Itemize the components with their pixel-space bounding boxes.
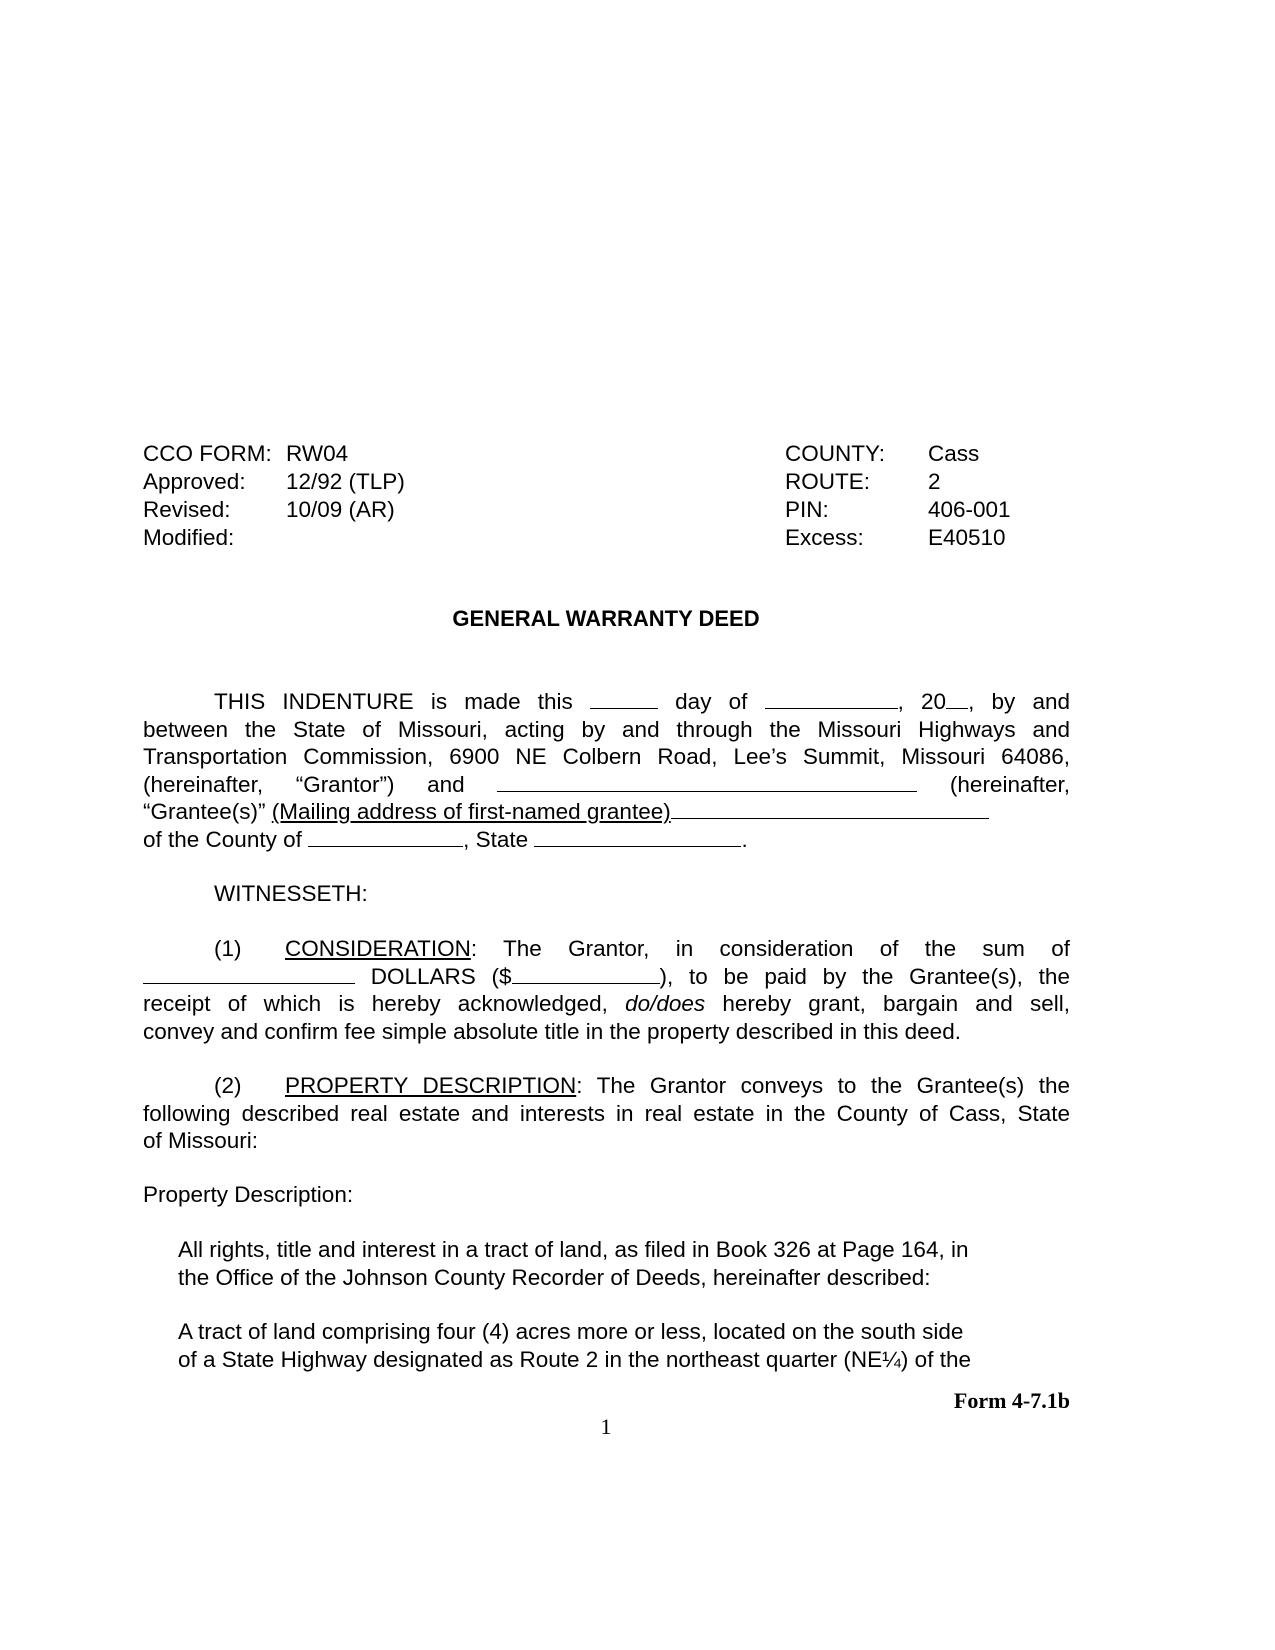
form-label: CCO FORM: bbox=[143, 441, 272, 466]
indenture-line-5 bbox=[143, 798, 1070, 826]
indenture-paragraph bbox=[143, 688, 1070, 853]
section-number: (2) bbox=[214, 1073, 242, 1098]
pin-value: 406-001 bbox=[928, 497, 1011, 522]
indenture-text: , 20 bbox=[897, 689, 947, 714]
county-value: Cass bbox=[928, 441, 980, 466]
indenture-text: THIS INDENTURE is made this bbox=[214, 689, 573, 714]
description-paragraph-1 bbox=[178, 1236, 1048, 1291]
description-line: of a State Highway designated as Route 2 in the northeast quarter (NE¼) of the bbox=[178, 1346, 971, 1372]
property-line-1 bbox=[143, 1072, 1070, 1100]
modified-row bbox=[143, 524, 405, 552]
hereinafter-text: (hereinafter, bbox=[949, 771, 1070, 797]
property-section bbox=[143, 1072, 1070, 1155]
consideration-text: hereby grant, bargain and sell, bbox=[722, 991, 1070, 1016]
consideration-line-4: convey and confirm fee simple absolute title in the property described in this deed. bbox=[143, 1018, 961, 1044]
form-value: RW04 bbox=[286, 441, 349, 466]
county-of-text: of the County of bbox=[143, 826, 302, 852]
consideration-line-2 bbox=[143, 963, 1070, 991]
grantor-text: (hereinafter, “Grantor”) and bbox=[143, 771, 465, 797]
excess-value: E40510 bbox=[928, 525, 1006, 550]
witnesseth-text: WITNESSETH: bbox=[214, 881, 368, 906]
section-heading: PROPERTY DESCRIPTION bbox=[285, 1073, 577, 1098]
grantee-name-blank[interactable] bbox=[497, 772, 917, 792]
indenture-line-4 bbox=[143, 771, 1070, 799]
state-blank[interactable] bbox=[534, 827, 741, 847]
pin-label: PIN: bbox=[785, 497, 829, 522]
description-line: All rights, title and interest in a tract of land, as filed in Book 326 at Page 164, in bbox=[178, 1237, 969, 1262]
month-blank[interactable] bbox=[765, 689, 898, 709]
day-blank[interactable] bbox=[590, 689, 658, 709]
consideration-text: : The Grantor, in consideration of the sum of bbox=[470, 936, 1070, 961]
description-line: A tract of land comprising four (4) acres more or less, located on the south side bbox=[178, 1319, 964, 1344]
county-label: COUNTY: bbox=[785, 441, 886, 466]
amount-number-blank[interactable] bbox=[512, 964, 660, 984]
state-text: , State bbox=[463, 826, 529, 852]
revised-label: Revised: bbox=[143, 497, 231, 522]
indenture-line-2: between the State of Missouri, acting by and through the Missouri Highways and bbox=[143, 716, 1070, 742]
approved-row bbox=[143, 468, 405, 496]
consideration-text: ), to be paid by the Grantee(s), the bbox=[659, 963, 1070, 989]
page-number: 1 bbox=[600, 1414, 612, 1439]
route-row bbox=[785, 468, 1011, 496]
indenture-line-6 bbox=[143, 826, 1070, 854]
excess-label: Excess: bbox=[785, 525, 864, 550]
witnesseth-heading bbox=[143, 880, 1070, 908]
property-description-label bbox=[143, 1181, 1070, 1209]
consideration-section bbox=[143, 935, 1070, 1045]
property-description-text: Property Description: bbox=[143, 1182, 354, 1207]
pin-row bbox=[785, 496, 1011, 524]
indenture-text: day of bbox=[675, 689, 748, 714]
approved-value: 12/92 (TLP) bbox=[286, 469, 405, 494]
route-label: ROUTE: bbox=[785, 469, 871, 494]
consideration-text: receipt of which is hereby acknowledged, bbox=[143, 991, 608, 1016]
property-text: : The Grantor conveys to the Grantee(s) the bbox=[576, 1073, 1070, 1098]
description-line: the Office of the Johnson County Recorder of Deeds, hereinafter described: bbox=[178, 1264, 931, 1290]
county-blank[interactable] bbox=[308, 827, 463, 847]
grantee-text: “Grantee(s)” bbox=[143, 799, 266, 824]
dollars-text: DOLLARS ($ bbox=[370, 963, 512, 989]
do-does-text: do/does bbox=[625, 991, 706, 1016]
route-value: 2 bbox=[928, 469, 941, 494]
mailing-address-field[interactable]: (Mailing address of first-named grantee) bbox=[271, 799, 671, 824]
indenture-text: , by and bbox=[968, 689, 1070, 714]
period: . bbox=[741, 826, 748, 852]
excess-row bbox=[785, 524, 1011, 552]
form-row bbox=[143, 440, 405, 468]
mailing-address-blank[interactable] bbox=[671, 799, 989, 819]
county-row bbox=[785, 440, 1011, 468]
property-line-2: following described real estate and interests in real estate in the County of Cass, State bbox=[143, 1100, 1070, 1126]
section-number: (1) bbox=[214, 936, 242, 961]
consideration-line-3 bbox=[143, 990, 1070, 1018]
amount-words-blank[interactable] bbox=[143, 964, 355, 984]
form-info-block bbox=[143, 440, 405, 552]
year-blank[interactable] bbox=[946, 689, 968, 709]
property-line-3: of Missouri: bbox=[143, 1128, 259, 1153]
approved-label: Approved: bbox=[143, 469, 246, 494]
modified-label: Modified: bbox=[143, 525, 235, 550]
section-heading: CONSIDERATION bbox=[285, 936, 471, 961]
indenture-line-1 bbox=[143, 688, 1070, 716]
form-number-footer: Form 4-7.1b bbox=[953, 1388, 1070, 1413]
description-paragraph-2 bbox=[178, 1318, 1048, 1373]
location-info-block bbox=[785, 440, 1011, 552]
revised-value: 10/09 (AR) bbox=[286, 497, 395, 522]
indenture-line-3: Transportation Commission, 6900 NE Colbern Road, Lee’s Summit, Missouri 64086, bbox=[143, 744, 1070, 769]
revised-row bbox=[143, 496, 405, 524]
document-title: GENERAL WARRANTY DEED bbox=[452, 606, 760, 631]
consideration-line-1 bbox=[143, 935, 1070, 963]
